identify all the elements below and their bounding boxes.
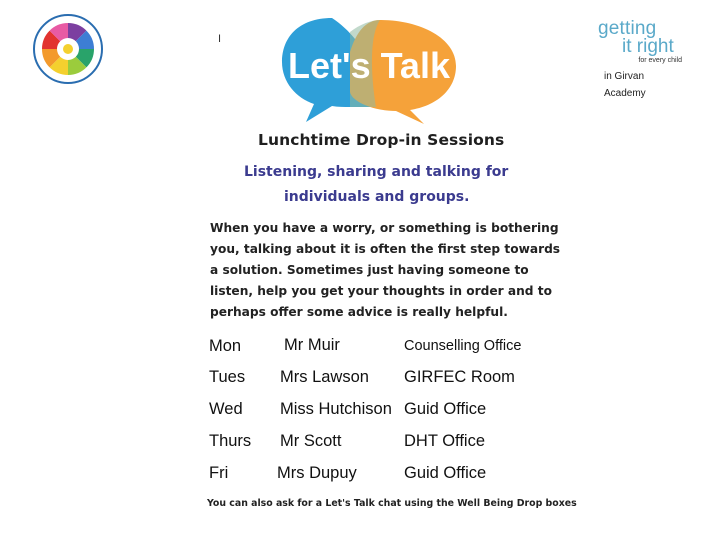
schedule-person: Miss Hutchison — [280, 400, 392, 418]
school-name — [604, 68, 646, 102]
schedule-day: Mon — [209, 337, 242, 355]
schedule-place: Guid Office — [404, 464, 487, 482]
schedule-day: Wed — [209, 400, 243, 418]
schedule-person: Mr Muir — [284, 336, 340, 354]
schedule-day: Fri — [209, 464, 229, 482]
schedule-day: Thurs — [209, 432, 252, 450]
subtitle-line-2: individuals and groups. — [284, 189, 470, 205]
logo-text: Let's Talk — [288, 45, 450, 86]
subtitle-line-1: Listening, sharing and talking for — [244, 164, 509, 180]
wellbeing-wheel-logo — [33, 14, 103, 84]
schedule-place: Guid Office — [404, 400, 487, 418]
body-paragraph — [210, 218, 561, 323]
body-line: you, talking about it is often the first step towards — [210, 242, 561, 256]
schedule-person: Mr Scott — [280, 432, 342, 450]
gir-line-3: for every child — [638, 57, 682, 64]
school-line-1: in Girvan — [604, 71, 645, 82]
schedule-place: GIRFEC Room — [404, 368, 515, 386]
lets-talk-logo — [280, 12, 460, 124]
gir-line-1: getting — [598, 18, 657, 39]
schedule-person: Mrs Dupuy — [277, 464, 357, 482]
body-line: When you have a worry, or something is bothering — [210, 221, 559, 235]
body-line: a solution. Sometimes just having someone to — [210, 263, 529, 277]
schedule-place: DHT Office — [404, 432, 485, 450]
page-title: Lunchtime Drop-in Sessions — [258, 131, 505, 149]
page-mark: I — [218, 33, 222, 45]
footer-note: You can also ask for a Let's Talk chat using the Well Being Drop boxes — [207, 498, 577, 509]
getting-it-right-logo — [598, 20, 688, 66]
schedule-person: Mrs Lawson — [280, 368, 369, 386]
gir-line-2: it right — [622, 36, 674, 57]
schedule-day: Tues — [209, 368, 246, 386]
body-line: perhaps offer some advice is really helpful. — [210, 305, 508, 319]
body-line: listen, help you get your thoughts in order and to — [210, 284, 552, 298]
schedule-place: Counselling Office — [404, 338, 522, 354]
school-line-2: Academy — [604, 88, 646, 99]
